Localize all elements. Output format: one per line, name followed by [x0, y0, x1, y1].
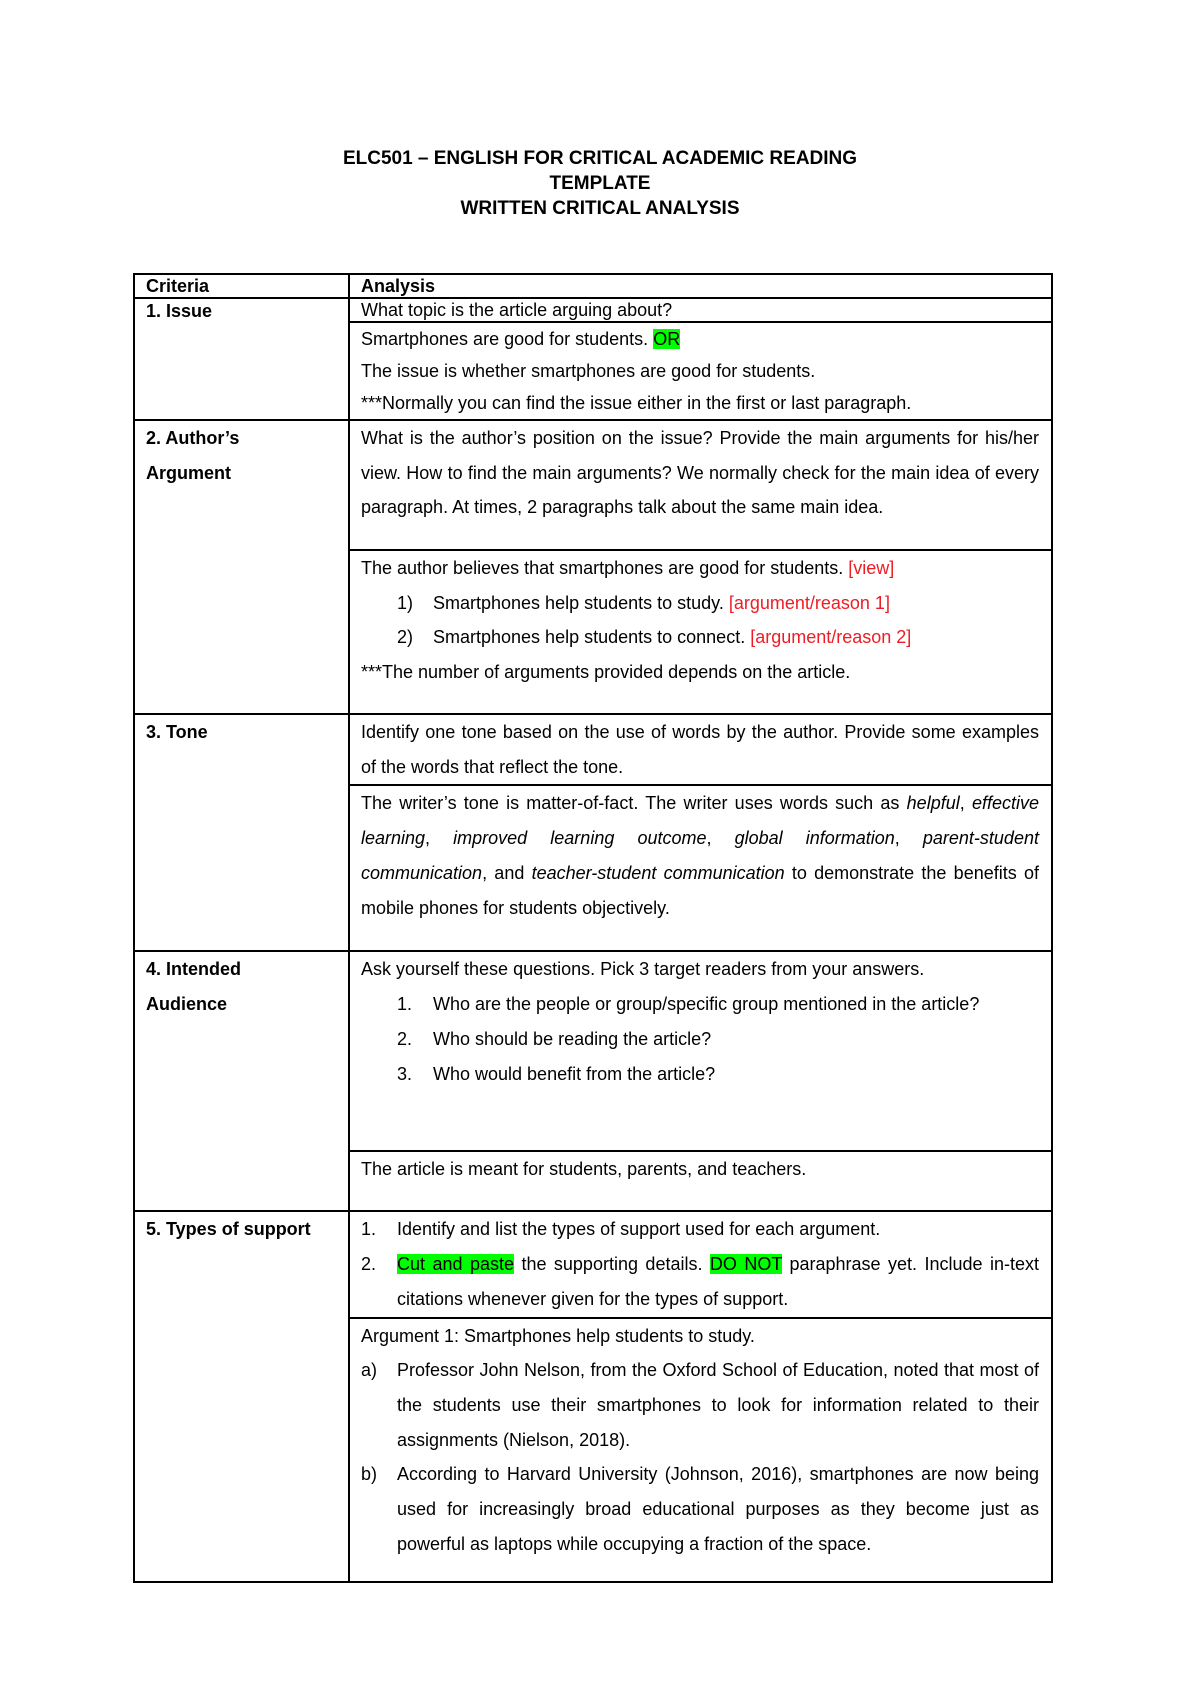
issue-or-highlight: OR — [653, 329, 681, 349]
criteria-issue: 1. Issue — [134, 298, 349, 420]
table-row-argument-question — [134, 420, 1052, 550]
support-steps-cell — [349, 1211, 1052, 1317]
support-cut-paste-highlight: Cut and paste — [397, 1254, 514, 1275]
header-criteria: Criteria — [134, 274, 349, 298]
audience-question-text: Who are the people or group/specific group mentioned in the article? — [433, 994, 980, 1015]
tone-and: , and — [482, 862, 532, 883]
support-do-not-highlight: DO NOT — [709, 1254, 783, 1275]
audience-question-text: Who should be reading the article? — [433, 1028, 712, 1049]
header-analysis: Analysis — [349, 274, 1052, 298]
argument-question: What is the author’s position on the issue? Provide the main arguments for his/her view. How to find the main arguments? We normally check for the main idea of every paragraph. At times, 2 paragraphs talk about the same main idea. — [349, 420, 1052, 550]
tone-separator: , — [425, 828, 454, 849]
support-detail-num: a) — [361, 1360, 378, 1381]
tone-separator: , — [894, 828, 923, 849]
criteria-argument-line-1: 2. Author’s — [146, 428, 240, 448]
criteria-audience — [134, 951, 349, 1211]
argument-answer-cell — [349, 550, 1052, 714]
list-item — [361, 586, 1039, 621]
support-step-num: 2. — [361, 1254, 377, 1275]
argument-num: 1) — [397, 592, 414, 613]
list-item — [361, 1457, 1039, 1561]
audience-question-cell — [349, 951, 1052, 1151]
criteria-argument-line-2: Argument — [146, 462, 231, 483]
title-line-course: ELC501 – ENGLISH FOR CRITICAL ACADEMIC READING — [342, 148, 858, 169]
criteria-support: 5. Types of support — [134, 1211, 349, 1581]
list-item — [361, 1247, 1039, 1316]
criteria-audience-line-2: Audience — [146, 994, 228, 1015]
tone-answer-cell — [349, 785, 1052, 951]
criteria-argument — [134, 420, 349, 714]
criteria-tone: 3. Tone — [134, 714, 349, 951]
tone-word: helpful — [906, 793, 960, 814]
tone-question: Identify one tone based on the use of words by the author. Provide some examples of the words that reflect the tone. — [349, 714, 1052, 785]
tone-word: parent-student communication — [361, 828, 1039, 883]
issue-answer-line-1 — [361, 323, 1039, 355]
argument-view-text: The author believes that smartphones are good for students. — [361, 558, 849, 578]
critical-analysis-table — [133, 273, 1053, 1583]
support-step-num: 1. — [361, 1219, 377, 1240]
audience-question-num: 3. — [397, 1063, 413, 1084]
tone-word: effective learning — [361, 793, 1039, 849]
table-row-support-question — [134, 1211, 1052, 1317]
support-details-cell — [349, 1318, 1052, 1582]
tone-separator: , — [706, 828, 735, 849]
audience-question-text: Who would benefit from the article? — [433, 1063, 716, 1084]
title-line-template: TEMPLATE — [549, 173, 651, 194]
issue-question: What topic is the article arguing about? — [349, 298, 1052, 322]
list-item — [361, 987, 1039, 1022]
issue-answer-cell — [349, 322, 1052, 420]
list-item — [361, 1057, 1039, 1092]
issue-answer-line-2: The issue is whether smartphones are good for students. — [361, 361, 816, 381]
support-argument-title: Argument 1: Smartphones help students to study. — [361, 1325, 755, 1346]
audience-question-list — [361, 987, 1039, 1091]
support-step-end: paraphrase yet. Include in-text citations whenever given for the types of support. — [397, 1254, 1039, 1309]
support-steps-list — [361, 1212, 1039, 1316]
audience-question-num: 2. — [397, 1028, 413, 1049]
argument-note: ***The number of arguments provided depends on the article. — [361, 662, 851, 683]
argument-tag: [argument/reason 1] — [728, 592, 890, 613]
support-detail-text: According to Harvard University (Johnson, 2016), smartphones are now being used for increasingly broad educational purposes as they become just as powerful as laptops while occupying a fraction of the space. — [397, 1464, 1039, 1554]
argument-text: Smartphones help students to study. — [433, 592, 729, 613]
issue-note: ***Normally you can find the issue either in the first or last paragraph. — [361, 393, 912, 413]
tone-word: improved learning outcome — [453, 828, 707, 849]
audience-answer: The article is meant for students, parents, and teachers. — [349, 1151, 1052, 1211]
argument-tag: [argument/reason 2] — [750, 627, 912, 648]
issue-answer-text: Smartphones are good for students. — [361, 329, 654, 349]
table-header-row — [134, 274, 1052, 298]
argument-list — [361, 586, 1039, 655]
support-step-text: Identify and list the types of support used for each argument. — [397, 1219, 881, 1240]
audience-intro: Ask yourself these questions. Pick 3 target readers from your answers. — [361, 959, 925, 980]
criteria-audience-line-1: 4. Intended — [146, 959, 242, 980]
list-item — [361, 620, 1039, 655]
tone-separator: , — [959, 793, 972, 814]
document-heading — [0, 146, 1200, 221]
argument-num: 2) — [397, 627, 414, 648]
table-row-audience-question — [134, 951, 1052, 1151]
table-row-tone-question — [134, 714, 1052, 785]
table-row-issue-question — [134, 298, 1052, 322]
tone-word: global information — [734, 828, 895, 849]
tone-answer-start: The writer’s tone is matter-of-fact. The writer uses words such as — [361, 793, 907, 814]
list-item — [361, 1022, 1039, 1057]
tone-answer-end: to demonstrate the benefits of mobile phones for students objectively. — [361, 862, 1039, 918]
audience-question-num: 1. — [397, 994, 413, 1015]
support-detail-text: Professor John Nelson, from the Oxford School of Education, noted that most of the students use their smartphones to look for information related to their assignments (Nielson, 2018). — [397, 1360, 1039, 1450]
list-item — [361, 1353, 1039, 1457]
title-line-analysis: WRITTEN CRITICAL ANALYSIS — [460, 198, 740, 219]
support-step-mid: the supporting details. — [513, 1254, 710, 1275]
argument-text: Smartphones help students to connect. — [433, 627, 751, 648]
support-detail-num: b) — [361, 1464, 378, 1485]
list-item — [361, 1212, 1039, 1247]
support-details-list — [361, 1353, 1039, 1561]
argument-view-tag: [view] — [848, 558, 895, 578]
argument-view-line — [361, 551, 1039, 586]
tone-word: teacher-student communication — [531, 862, 785, 883]
